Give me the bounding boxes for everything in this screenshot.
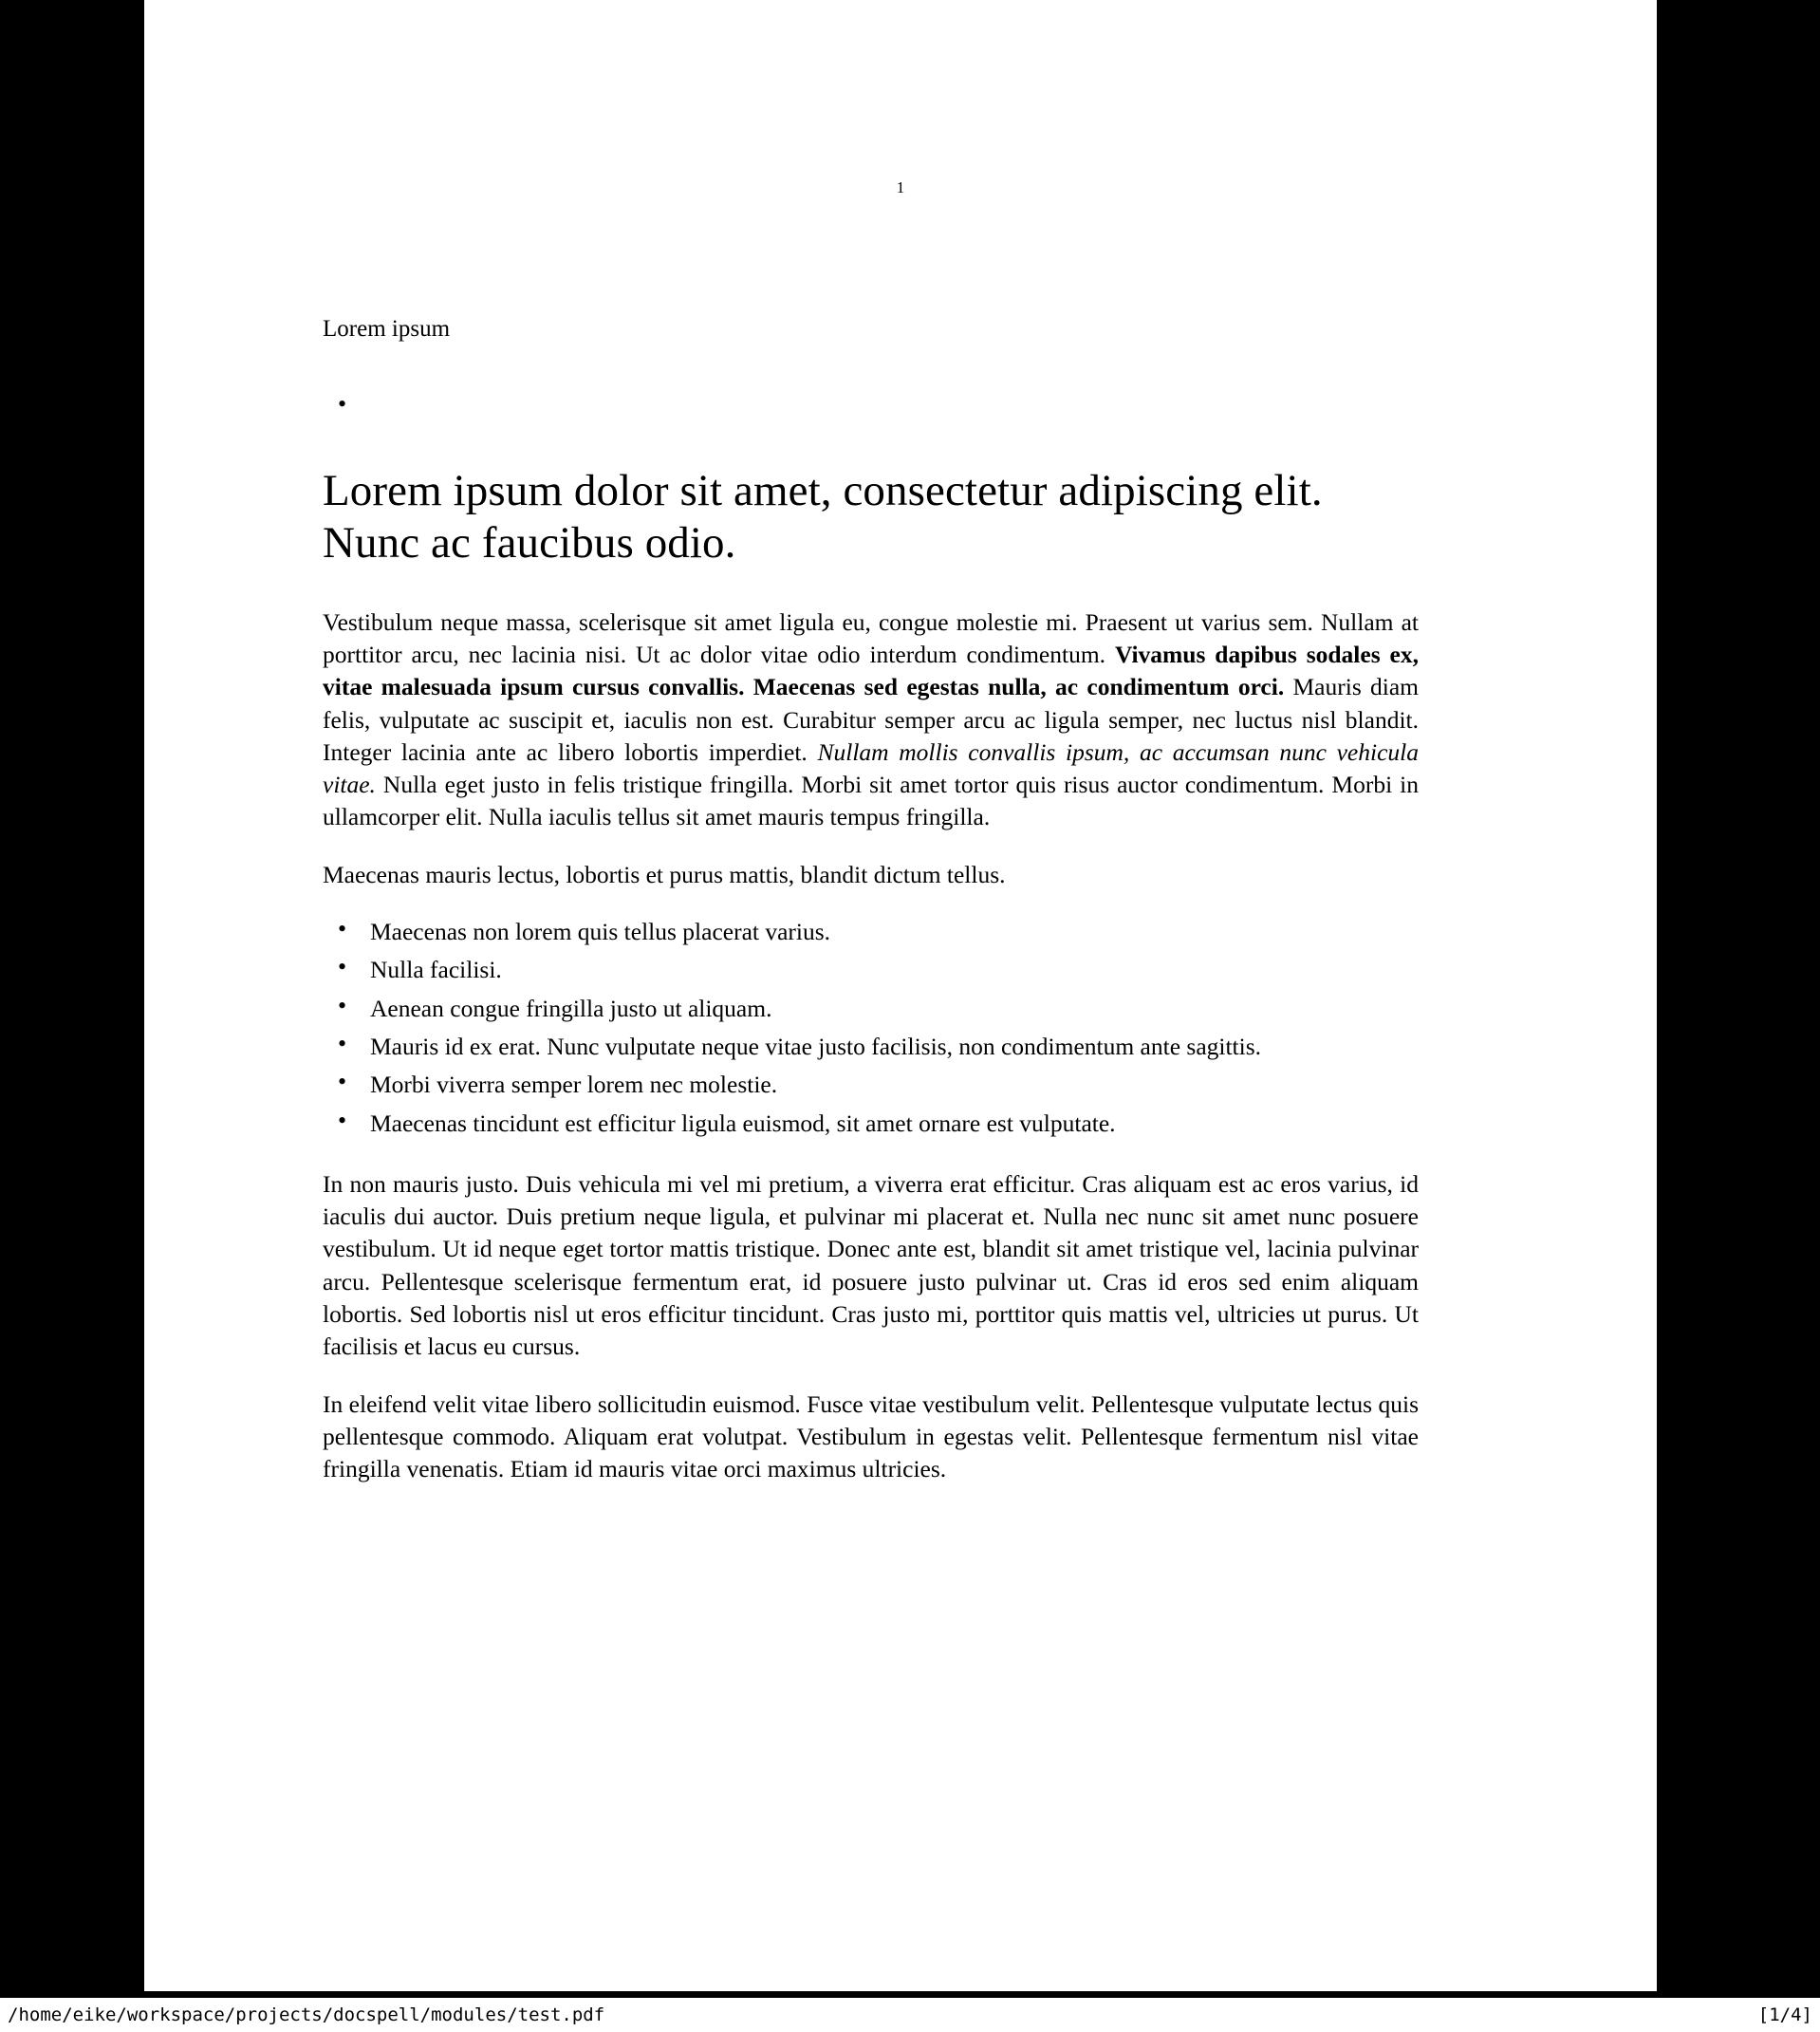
paragraph-3: In non mauris justo. Duis vehicula mi vel mi pretium, a viverra erat efficitur. Cras aliquam est ac eros varius, id iaculis dui auctor. Duis pretium neque ligula, et pulvinar mi placerat et. Nulla nec nunc sit amet nunc posuere vestibulum. Ut id neque eget tortor mattis tristique. Donec ante est, blandit sit amet tristique vel, lacinia pulvinar arcu. Pellentesque scelerisque fermentum erat, id posuere justo pulvinar ut. Cras id eros sed enim aliquam lobortis. Sed lobortis nisl ut eros efficitur tincidunt. Cras justo mi, porttitor quis mattis vel, ultricies ut purus. Ut facilisis et lacus eu cursus. — [323, 1169, 1419, 1361]
page-number: 1 — [896, 178, 905, 196]
paragraph-1-bold: Vivamus dapibus sodales ex, vitae malesuada ipsum cursus convallis. Maecenas sed egestas nulla, ac condimentum orci. — [323, 640, 1419, 701]
list-item: • Maecenas tincidunt est efficitur ligula euismod, sit amet ornare est vulputate. — [323, 1108, 1419, 1140]
page-indicator: [1/4] — [1757, 2004, 1812, 2025]
list-item: • Mauris id ex erat. Nunc vulputate neque vitae justo facilisis, non condimentum ante sagittis. — [323, 1031, 1419, 1063]
list-item: • Nulla facilisi. — [323, 954, 1419, 986]
paragraph-1 — [323, 606, 1419, 834]
status-bar — [0, 1998, 1820, 2032]
paragraph-1-italic: Nullam mollis convallis ipsum, ac accumsan nunc vehicula vitae. — [323, 737, 1419, 799]
list-item: • Aenean congue fringilla justo ut aliquam. — [323, 993, 1419, 1025]
paragraph-1-text-a: Vestibulum neque massa, scelerisque sit amet ligula eu, congue molestie mi. Praesent ut varius sem. Nullam at porttitor arcu, nec lacinia nisi. Ut ac dolor vitae odio interdum condimentum. — [323, 607, 1419, 668]
file-path-label: /home/eike/workspace/projects/docspell/modules/test.pdf — [8, 2004, 605, 2025]
list-item: • Maecenas non lorem quis tellus placerat varius. — [323, 916, 1419, 948]
page-title: Lorem ipsum dolor sit amet, consectetur adipiscing elit. Nunc ac faucibus odio. — [323, 465, 1323, 569]
pdf-page — [144, 0, 1657, 1991]
running-head: Lorem ipsum — [323, 316, 451, 342]
bullet-list — [323, 916, 1419, 1140]
list-item — [323, 391, 1419, 416]
paragraph-1-text-b: Mauris diam felis, vulputate ac suscipit et, iaculis non est. Curabitur semper arcu ac ligula semper, nec luctus nisl blandit. Integer lacinia ante ac libero lobortis imperdiet. — [323, 673, 1420, 766]
list-item: • Morbi viverra semper lorem nec molestie. — [323, 1069, 1419, 1101]
document-content — [323, 313, 1419, 1485]
paragraph-1-text-c: Nulla eget justo in felis tristique fringilla. Morbi sit amet tortor quis risus auctor condimentum. Morbi in ullamcorper elit. Nulla iaculis tellus sit amet mauris tempus fringilla. — [323, 771, 1419, 831]
paragraph-4: In eleifend velit vitae libero sollicitudin euismod. Fusce vitae vestibulum velit. Pellentesque vulputate lectus quis pellentesque commodo. Aliquam erat volutpat. Vestibulum in egestas velit. Pellentesque fermentum nisl vitae fringilla venenatis. Etiam id mauris vitae orci maximus ultricies. — [323, 1389, 1419, 1483]
paragraph-2: Maecenas mauris lectus, lobortis et purus mattis, blandit dictum tellus. — [323, 860, 1006, 888]
head-bullet-list — [323, 391, 1419, 416]
